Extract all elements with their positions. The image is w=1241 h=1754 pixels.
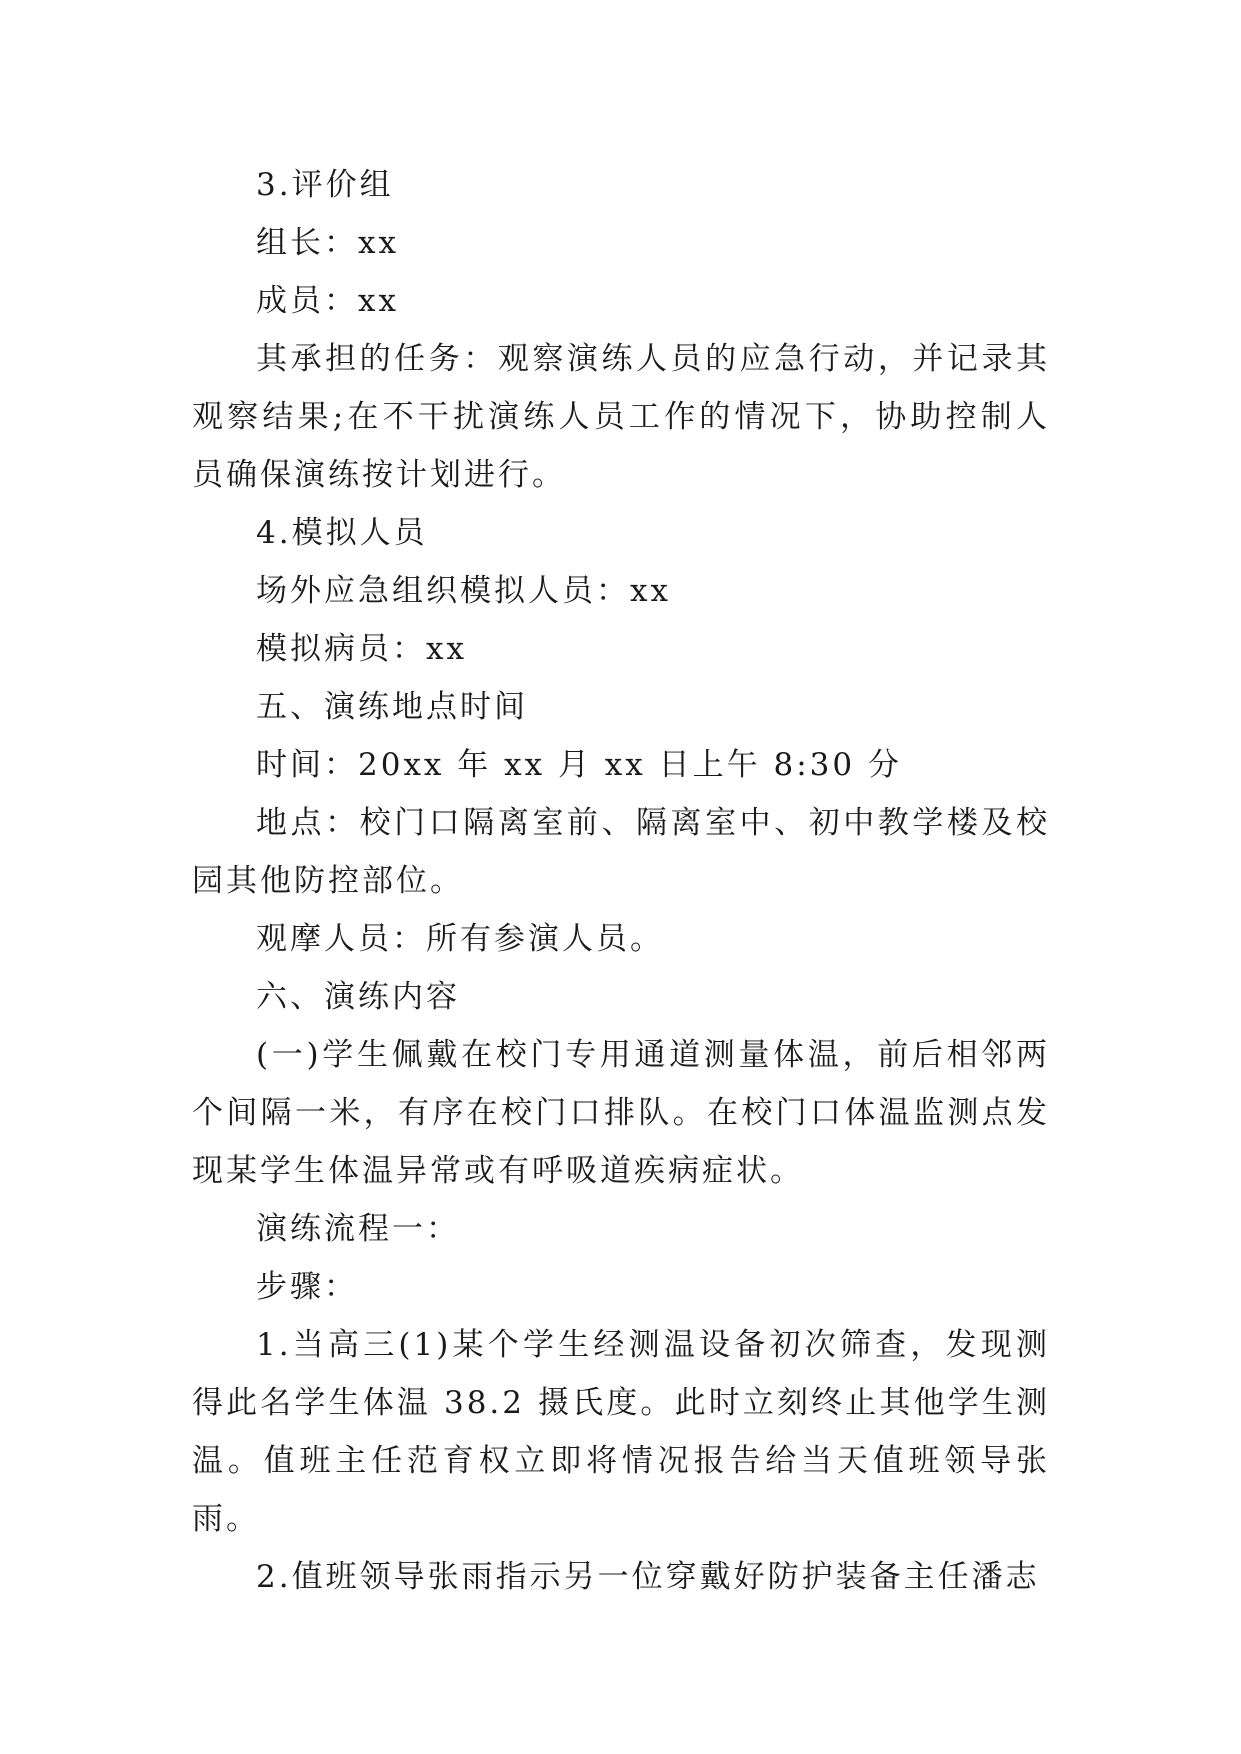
drill-time: 时间：20xx 年 xx 月 xx 日上午 8:30 分	[256, 747, 902, 783]
offsite-simulation-personnel: 场外应急组织模拟人员：xx	[256, 573, 671, 609]
document-body	[192, 156, 1050, 1606]
evaluation-group-leader: 组长：xx	[256, 225, 399, 261]
drill-content-part-one: (一)学生佩戴在校门专用通道测量体温，前后相邻两个间隔一米，有序在校门口排队。在校门口体温监测点发现某学生体温异常或有呼吸道疾病症状。	[192, 1037, 1050, 1189]
steps-label: 步骤：	[256, 1269, 358, 1305]
heading-evaluation-group: 3.评价组	[256, 167, 394, 203]
heading-location-time: 五、演练地点时间	[256, 689, 528, 725]
simulated-patient: 模拟病员：xx	[256, 631, 467, 667]
step-two: 2.值班领导张雨指示另一位穿戴好防护装备主任潘志	[256, 1559, 1040, 1595]
heading-drill-content: 六、演练内容	[256, 979, 460, 1015]
step-one: 1.当高三(1)某个学生经测温设备初次筛查，发现测得此名学生体温 38.2 摄氏度。此时立刻终止其他学生测温。值班主任范育权立即将情况报告给当天值班领导张雨。	[192, 1327, 1050, 1537]
heading-simulation-personnel: 4.模拟人员	[256, 515, 428, 551]
drill-location: 地点：校门口隔离室前、隔离室中、初中教学楼及校园其他防控部位。	[192, 805, 1050, 899]
drill-procedure-one: 演练流程一：	[256, 1211, 460, 1247]
evaluation-group-tasks: 其承担的任务：观察演练人员的应急行动，并记录其观察结果;在不干扰演练人员工作的情况下，协助控制人员确保演练按计划进行。	[192, 341, 1050, 493]
observers: 观摩人员：所有参演人员。	[256, 921, 664, 957]
evaluation-group-members: 成员：xx	[256, 283, 399, 319]
